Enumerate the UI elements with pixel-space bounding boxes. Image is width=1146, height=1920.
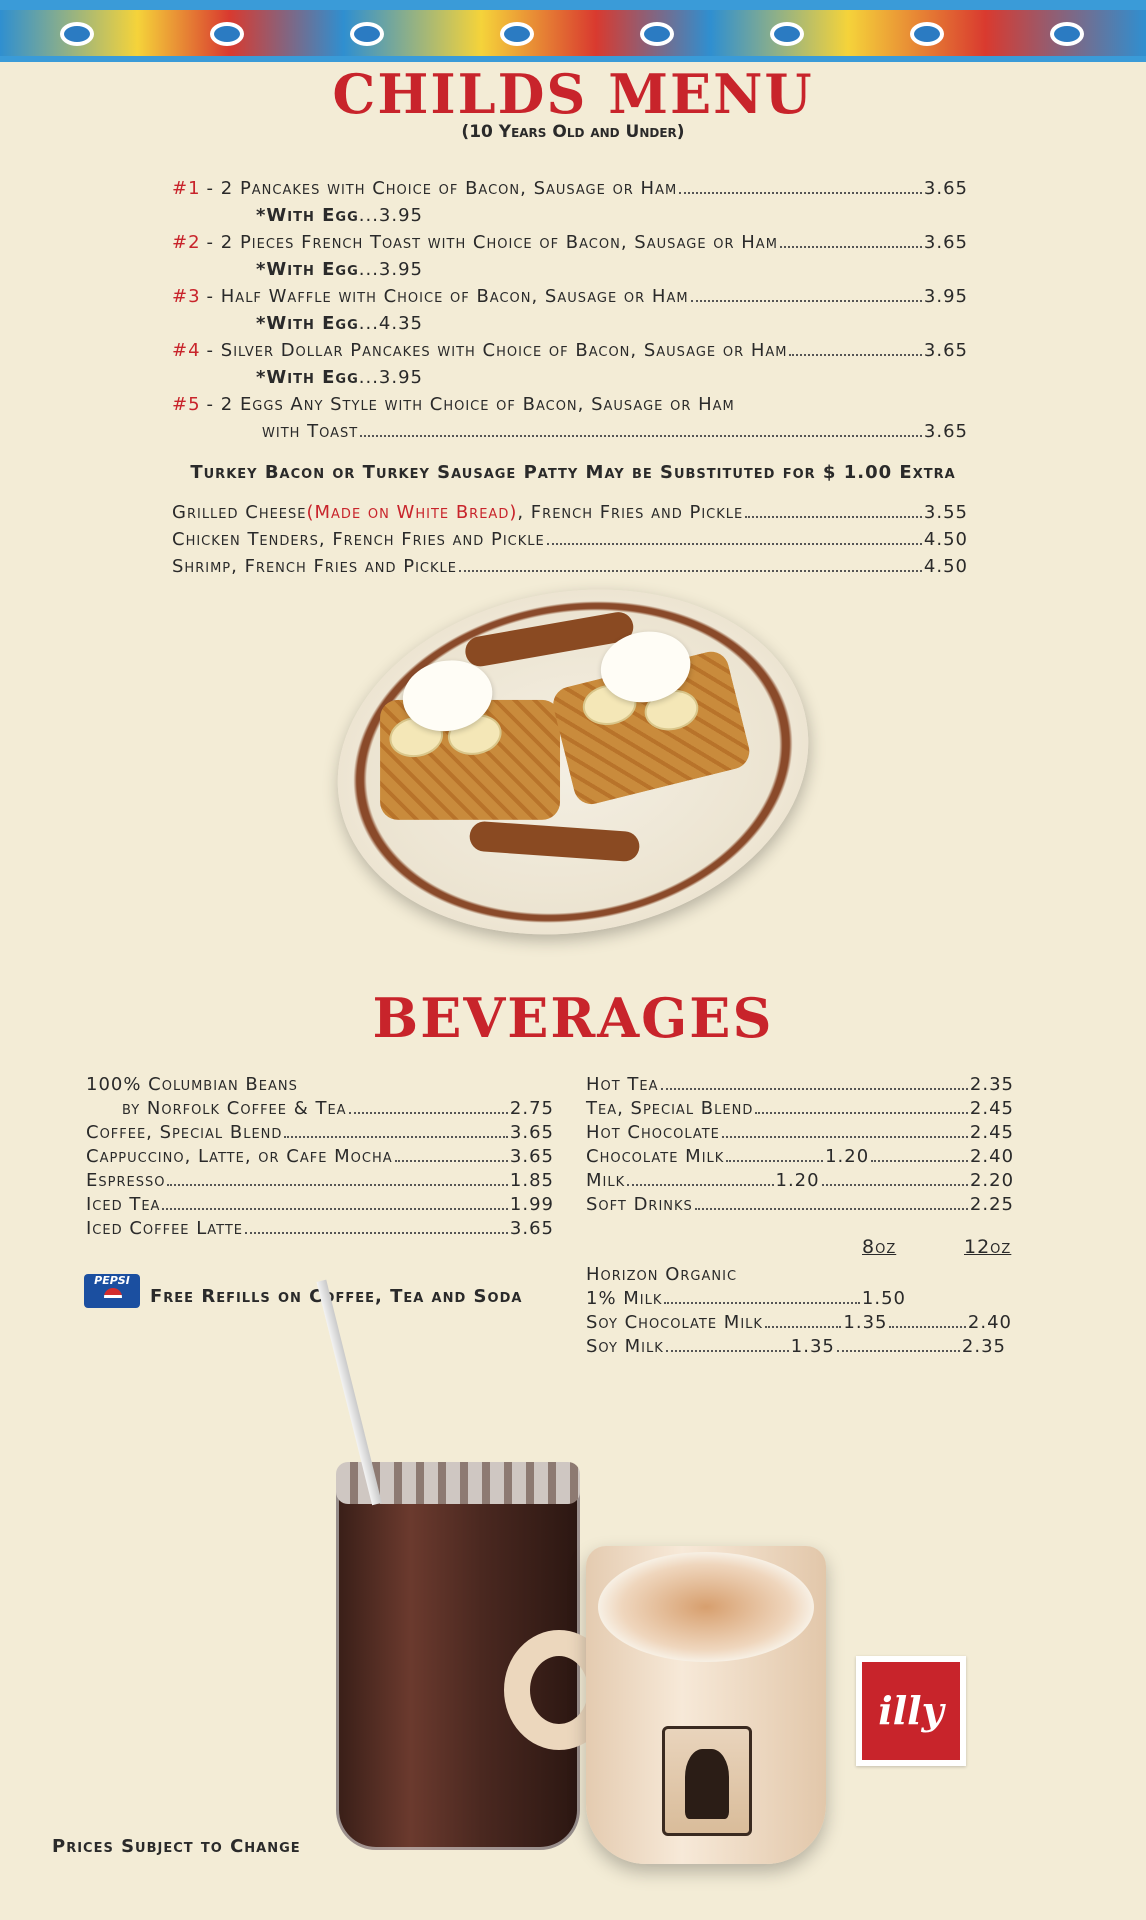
side-item-chicken-tenders [172,529,968,550]
beverage-price-small: 1.35 [790,1336,835,1357]
side-item-grilled-cheese [172,502,968,523]
item-description: Grilled Cheese [172,502,307,523]
leader-dots [789,354,921,356]
item-price: 3.65 [923,232,968,253]
beverage-name: Soy Milk [586,1336,664,1357]
pepsi-logo-text: PEPSI [94,1274,130,1287]
beverage-item [86,1218,554,1239]
beverage-item [586,1312,1012,1333]
egg-price: ...3.95 [358,259,424,280]
beverage-name: Coffee, Special Blend [86,1122,283,1143]
item-price: 3.65 [923,178,968,199]
item-price: 3.95 [923,286,968,307]
beverage-price-small: 1.50 [861,1288,906,1309]
beverage-price: 2.40 [969,1146,1015,1167]
leader-dots [871,1160,968,1162]
item-number: #4 [172,340,201,361]
egg-label: *With Egg [256,205,359,226]
item-price: 3.65 [923,340,968,361]
leader-dots [755,1112,968,1114]
beverage-price: 2.45 [969,1098,1014,1119]
beverage-item [586,1170,1014,1191]
beverage-name: Cappuccino, Latte, or Cafe Mocha [86,1146,393,1167]
leader-dots [765,1326,841,1328]
swirl-ornament-icon [1050,22,1084,46]
item-price: 3.55 [923,502,968,523]
swirl-ornament-icon [910,22,944,46]
item-description: - 2 Pieces French Toast with Choice of Bacon, Sausage or Ham [206,232,778,253]
egg-label: *With Egg [256,367,359,388]
page-title: CHILDS MENU [332,62,814,126]
beverage-item [86,1170,554,1191]
leader-dots [167,1184,507,1186]
beverage-item [86,1194,554,1215]
item-description: with Toast [262,421,359,442]
kids-item-2-egg [256,259,423,280]
leader-dots [627,1184,773,1186]
kids-item-1 [172,178,968,199]
swirl-ornament-icon [350,22,384,46]
item-number: #3 [172,286,201,307]
beverage-price-small: 1.20 [775,1170,820,1191]
beverage-name: Tea, Special Blend [586,1098,754,1119]
leader-dots [666,1350,789,1352]
beverage-name: Chocolate Milk [586,1146,725,1167]
item-description: - 2 Eggs Any Style with Choice of Bacon, Sausage or Ham [206,394,735,415]
beverage-item [586,1336,1006,1357]
side-item-shrimp [172,556,968,577]
beverage-item [586,1146,1014,1167]
item-number: #1 [172,178,201,199]
egg-label: *With Egg [256,313,359,334]
swirl-ornament-icon [60,22,94,46]
leader-dots [822,1184,968,1186]
beverage-price: 2.75 [509,1098,554,1119]
beverage-item [586,1098,1014,1119]
beverage-item [86,1146,554,1167]
decorative-top-border [0,0,1146,62]
leader-dots [360,435,922,437]
beverage-price: 1.85 [509,1170,554,1191]
beverage-name: Milk [586,1170,626,1191]
item-description-suffix: , French Fries and Pickle [517,502,744,523]
beverage-price: 1.99 [509,1194,554,1215]
beverage-item [586,1288,906,1309]
egg-price: ...3.95 [358,367,424,388]
kids-item-2 [172,232,968,253]
beverage-price: 2.35 [969,1074,1014,1095]
organic-title [586,1264,1014,1285]
item-price: 4.50 [923,556,968,577]
cappuccino-foam-image [598,1552,814,1662]
beverage-item [122,1098,554,1119]
beverage-name: Iced Tea [86,1194,161,1215]
beverage-item [586,1194,1014,1215]
kids-item-4-egg [256,367,423,388]
beverage-name: Hot Chocolate [586,1122,720,1143]
egg-label: *With Egg [256,259,359,280]
item-description: Chicken Tenders, French Fries and Pickle [172,529,545,550]
leader-dots [661,1088,968,1090]
kids-item-1-egg [256,205,423,226]
egg-price: ...4.35 [358,313,424,334]
beverage-name: Iced Coffee Latte [86,1218,244,1239]
leader-dots [547,543,922,545]
kids-item-5-continued [262,421,968,442]
item-price: 4.50 [923,529,968,550]
leader-dots [664,1302,860,1304]
swirl-ornament-icon [210,22,244,46]
item-description: - 2 Pancakes with Choice of Bacon, Sausage or Ham [206,178,678,199]
leader-dots [889,1326,965,1328]
illy-logo-text: illy [862,1662,960,1760]
sausage-image [469,821,641,863]
beverage-price: 2.20 [969,1170,1015,1191]
swirl-ornament-icon [770,22,804,46]
leader-dots [245,1232,508,1234]
beverage-price: 2.45 [969,1122,1014,1143]
beverage-name: 100% Columbian Beans [86,1074,298,1095]
beverage-item [86,1074,554,1095]
beverage-name: by Norfolk Coffee & Tea [122,1098,347,1119]
beverage-price-small: 1.35 [843,1312,888,1333]
beverage-item [586,1074,1014,1095]
leader-dots [745,516,922,518]
kids-item-3-egg [256,313,423,334]
size-header-8oz: 8oz [862,1236,897,1258]
waffle-plate-image [310,553,836,970]
beverage-price: 2.40 [967,1312,1012,1333]
page-subtitle: (10 Years Old and Under) [461,122,685,142]
kids-item-4 [172,340,968,361]
beverage-name: Soy Chocolate Milk [586,1312,763,1333]
leader-dots [459,570,922,572]
beverage-price: 3.65 [509,1122,554,1143]
mug-emblem-image [662,1726,752,1836]
beverage-name: Soft Drinks [586,1194,693,1215]
beverage-name: Hot Tea [586,1074,659,1095]
item-number: #2 [172,232,201,253]
turkey-substitution-note: Turkey Bacon or Turkey Sausage Patty May be Substituted for $ 1.00 Extra [190,462,956,483]
leader-dots [691,300,922,302]
kids-item-5 [172,394,968,415]
beverage-item [86,1122,554,1143]
item-description: - Half Waffle with Choice of Bacon, Sausage or Ham [206,286,689,307]
leader-dots [726,1160,823,1162]
beverage-price: 2.25 [969,1194,1014,1215]
item-note: (Made on White Bread) [306,502,518,523]
leader-dots [695,1208,968,1210]
leader-dots [395,1160,508,1162]
leader-dots [837,1350,960,1352]
egg-price: ...3.95 [358,205,424,226]
illy-logo [856,1656,966,1766]
beverage-name: Espresso [86,1170,166,1191]
kids-item-3 [172,286,968,307]
leader-dots [162,1208,507,1210]
prices-footer: Prices Subject to Change [52,1836,301,1857]
beverage-item [586,1122,1014,1143]
pepsi-logo [84,1274,140,1308]
item-price: 3.65 [923,421,968,442]
item-number: #5 [172,394,201,415]
item-description: Shrimp, French Fries and Pickle [172,556,457,577]
leader-dots [349,1112,508,1114]
leader-dots [780,246,922,248]
size-header-12oz: 12oz [964,1236,1012,1258]
item-description: - Silver Dollar Pancakes with Choice of Bacon, Sausage or Ham [206,340,788,361]
pepsi-globe-icon [104,1288,122,1306]
free-refills-note: Free Refills on Coffee, Tea and Soda [150,1286,523,1307]
leader-dots [284,1136,508,1138]
beverage-price: 3.65 [509,1146,554,1167]
beverage-price: 2.35 [961,1336,1006,1357]
swirl-ornament-icon [500,22,534,46]
swirl-ornament-icon [640,22,674,46]
beverages-title: BEVERAGES [372,986,774,1050]
beverage-price-small: 1.20 [825,1146,870,1167]
leader-dots [722,1136,968,1138]
beverage-price: 3.65 [509,1218,554,1239]
beverage-name: 1% Milk [586,1288,663,1309]
organic-brand: Horizon Organic [586,1264,738,1285]
leader-dots [679,192,922,194]
